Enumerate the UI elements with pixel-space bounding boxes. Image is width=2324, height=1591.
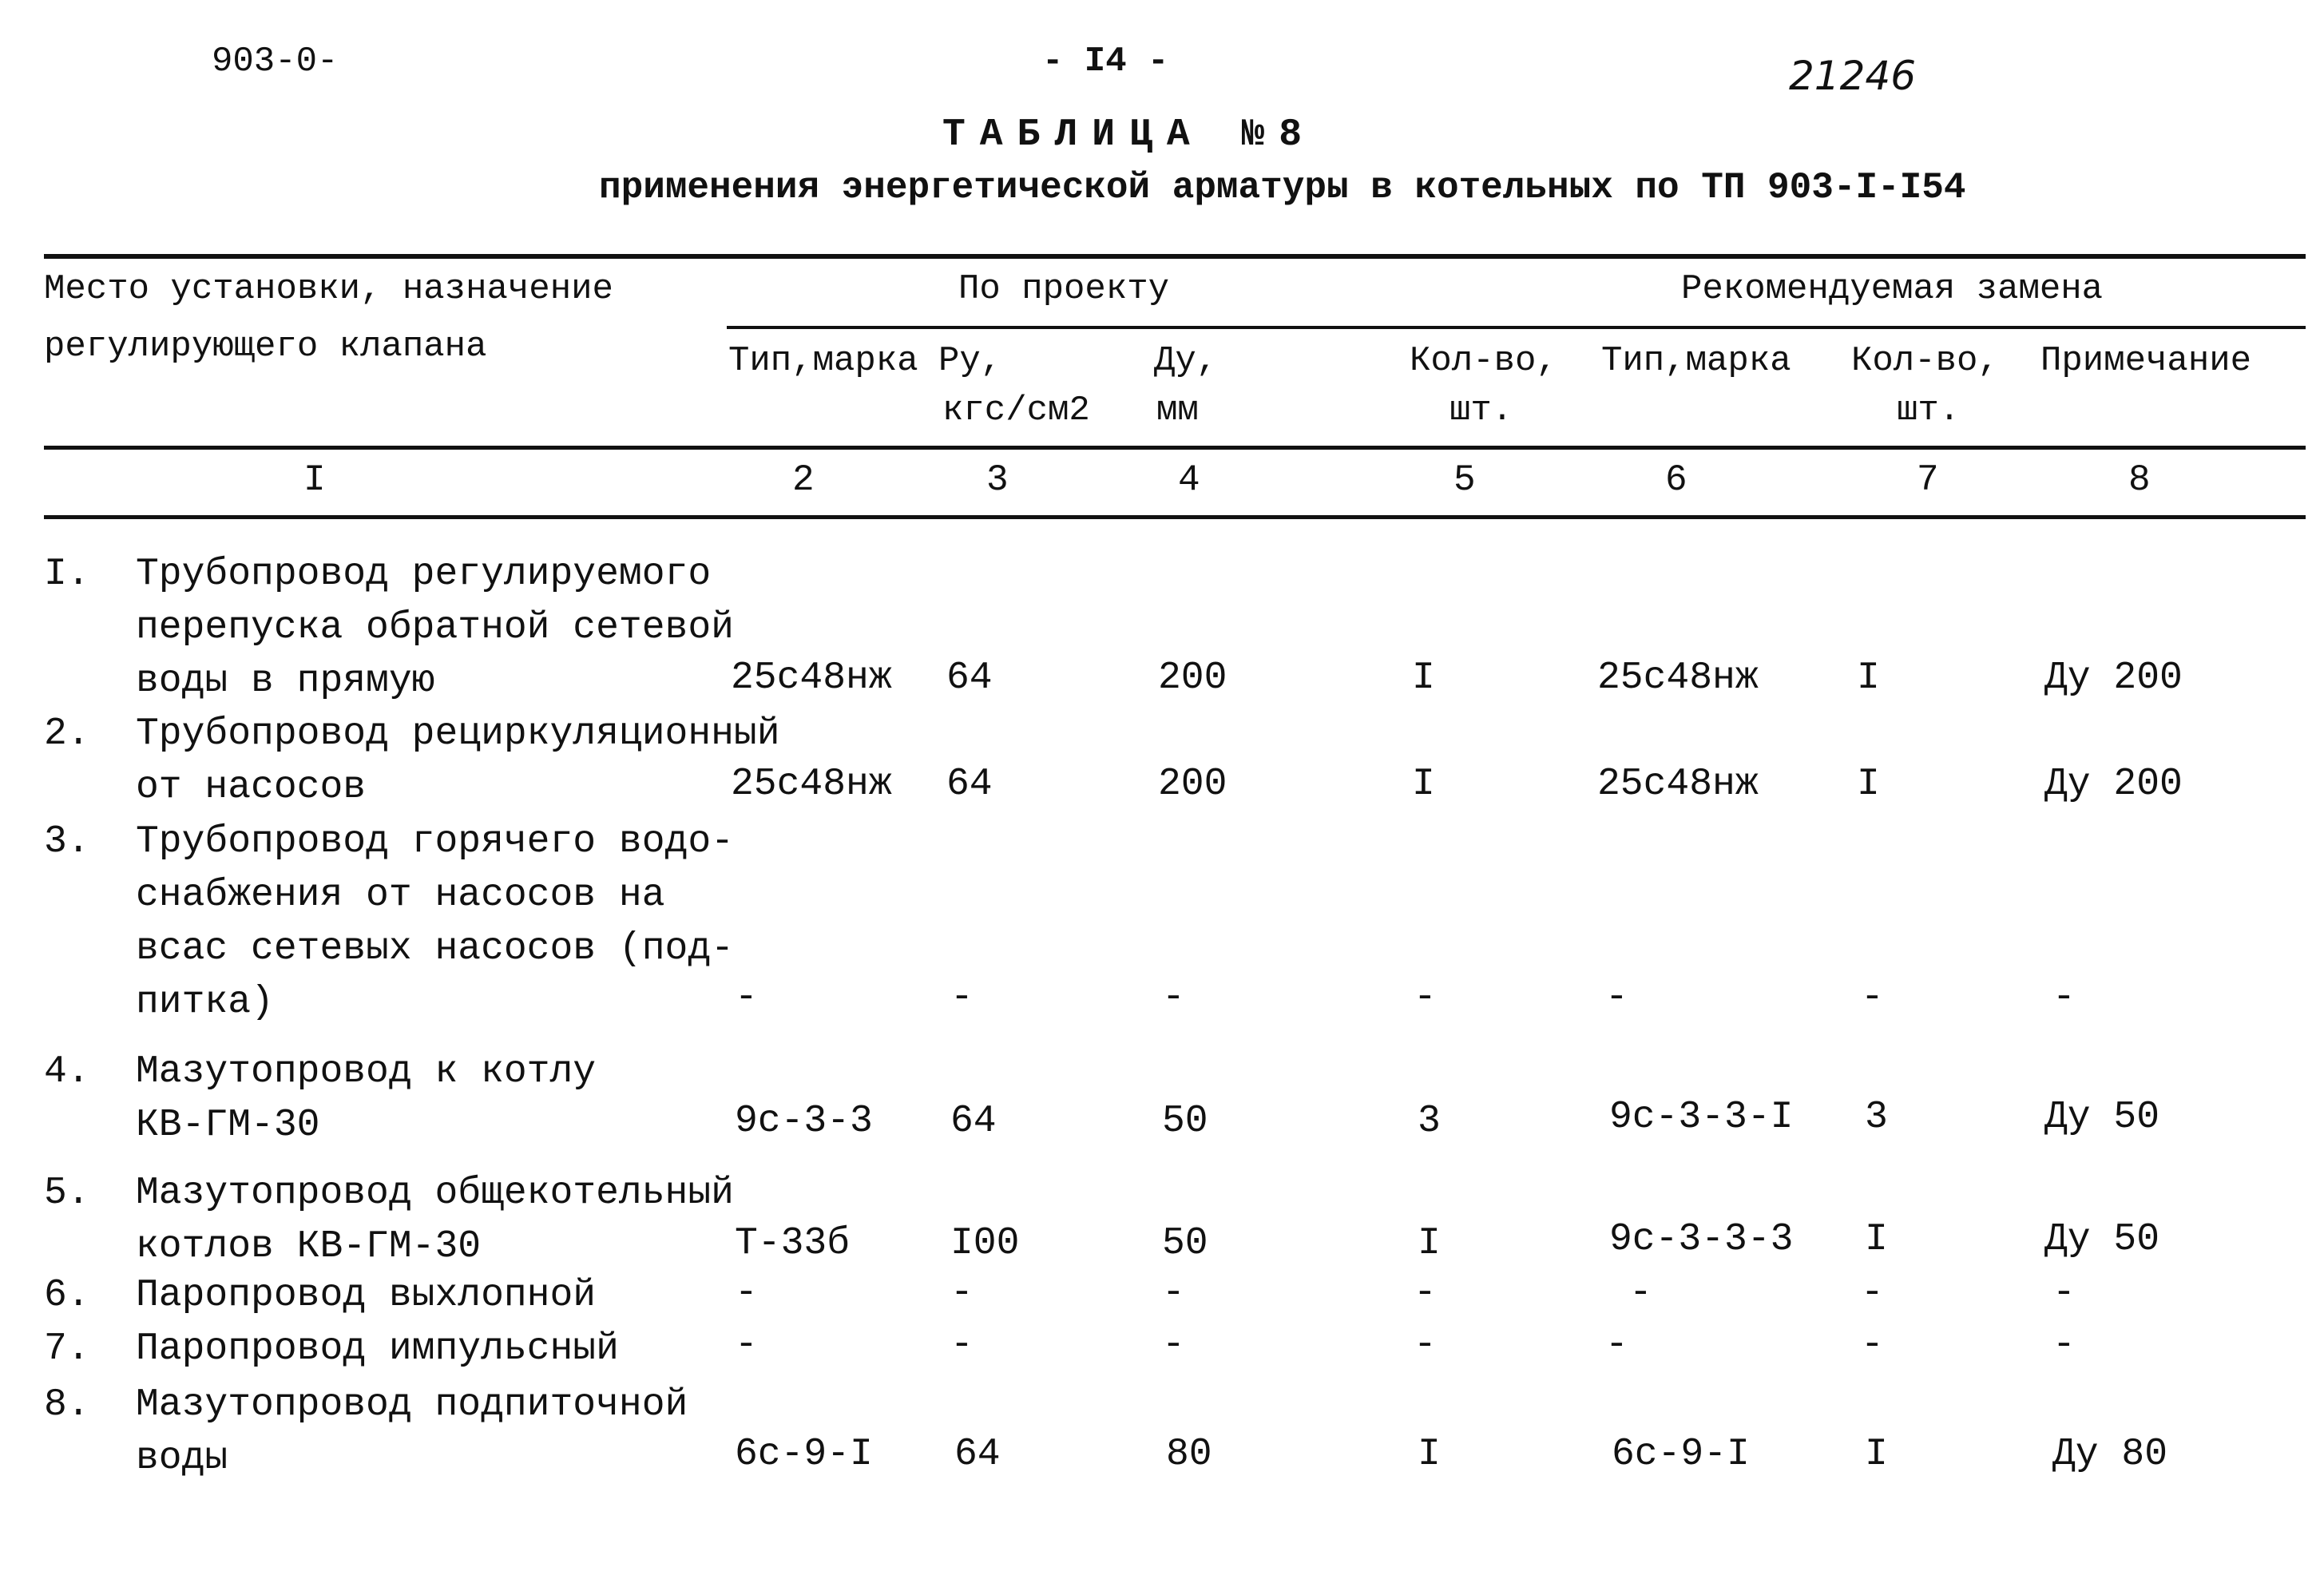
row-place: от насосов — [136, 766, 367, 809]
cell-diameter: 50 — [1162, 1222, 1208, 1265]
group-recommended: Рекомендуемая замена — [1681, 269, 2104, 309]
cell-qty: - — [1414, 1323, 1437, 1367]
cell-rec-type: 9с-3-3-3 — [1609, 1218, 1794, 1261]
row-place: воды в прямую — [136, 660, 435, 703]
cell-rec-type: 6с-9-I — [1612, 1433, 1750, 1476]
cell-diameter: - — [1162, 976, 1185, 1019]
row-place: Паропровод импульсный — [136, 1327, 619, 1371]
cell-qty: I — [1412, 763, 1435, 806]
col-number: I — [303, 459, 326, 501]
row-number: 4. — [44, 1050, 90, 1093]
cell-type: 9с-3-3 — [735, 1100, 873, 1143]
col-note: Примечание — [2040, 341, 2252, 381]
cell-pressure: - — [950, 1323, 974, 1367]
cell-pressure: 64 — [946, 657, 993, 700]
row-place: Паропровод выхлопной — [136, 1274, 597, 1317]
cell-qty: 3 — [1418, 1100, 1441, 1143]
cell-rec-type: 25с48нж — [1597, 657, 1759, 700]
row-number: 5. — [44, 1172, 90, 1215]
cell-rec-qty: - — [1861, 1272, 1884, 1315]
cell-rec-qty: I — [1865, 1433, 1888, 1476]
cell-type: Т-33б — [735, 1222, 851, 1265]
cell-qty: I — [1412, 657, 1435, 700]
col-number: 8 — [2128, 459, 2151, 501]
cell-diameter: 200 — [1158, 657, 1227, 700]
col-number: 7 — [1917, 459, 1939, 501]
row-number: 3. — [44, 820, 90, 863]
cell-rec-type: - — [1605, 1323, 1628, 1367]
cell-diameter: 50 — [1162, 1100, 1208, 1143]
number-rule — [44, 515, 2306, 519]
row-place: воды — [136, 1437, 228, 1480]
cell-qty: - — [1414, 976, 1437, 1019]
col-diameter: Ду, — [1154, 341, 1218, 381]
row-place: питка) — [136, 981, 274, 1024]
cell-rec-qty: I — [1857, 763, 1880, 806]
row-place: Трубопровод регулируемого — [136, 553, 712, 596]
cell-diameter: - — [1162, 1272, 1185, 1315]
col-pressure-unit: кгс/см2 — [942, 391, 1090, 430]
cell-note: - — [2052, 976, 2076, 1019]
cell-rec-type: 25с48нж — [1597, 763, 1759, 806]
row-number: 8. — [44, 1383, 90, 1426]
col-pressure: Ру, — [938, 341, 1002, 381]
row-place: всас сетевых насосов (под- — [136, 927, 734, 970]
cell-pressure: 64 — [954, 1433, 1001, 1476]
cell-note: Ду 200 — [2044, 763, 2183, 806]
cell-type: 6с-9-I — [735, 1433, 873, 1476]
page-number: - I4 - — [1042, 42, 1169, 81]
cell-rec-type: - — [1629, 1272, 1652, 1315]
col-number: 4 — [1178, 459, 1200, 501]
col-number: 6 — [1665, 459, 1687, 501]
row-place: котлов КВ-ГМ-30 — [136, 1225, 482, 1268]
cell-note: Ду 80 — [2052, 1433, 2168, 1476]
cell-qty: - — [1414, 1272, 1437, 1315]
cell-type: - — [735, 976, 758, 1019]
cell-rec-qty: I — [1865, 1218, 1888, 1261]
row-place: Трубопровод горячего водо- — [136, 820, 734, 863]
col-rec-qty-unit: шт. — [1897, 391, 1961, 430]
col-number: 5 — [1453, 459, 1476, 501]
col-qty: Кол-во, — [1410, 341, 1557, 381]
cell-diameter: 80 — [1166, 1433, 1212, 1476]
cell-rec-type: - — [1605, 976, 1628, 1019]
col-rec-type: Тип,марка — [1601, 341, 1791, 381]
cell-note: - — [2052, 1323, 2076, 1367]
cell-qty: I — [1418, 1222, 1441, 1265]
header-rule — [44, 446, 2306, 450]
table-title: ТАБЛИЦА №8 — [942, 113, 1317, 157]
cell-type: 25с48нж — [731, 763, 892, 806]
col-place-line2: регулирующего клапана — [44, 327, 487, 367]
cell-rec-qty: I — [1857, 657, 1880, 700]
table-subtitle: применения энергетической арматуры в котельных по ТП 903-I-I54 — [599, 167, 1966, 208]
cell-note: Ду 200 — [2044, 657, 2183, 700]
cell-rec-type: 9с-3-3-I — [1609, 1096, 1794, 1139]
cell-pressure: I00 — [950, 1222, 1020, 1265]
col-rec-qty: Кол-во, — [1851, 341, 1999, 381]
row-place: КВ-ГМ-30 — [136, 1104, 320, 1147]
row-place: перепуска обратной сетевой — [136, 606, 734, 649]
cell-note: Ду 50 — [2044, 1218, 2160, 1261]
row-place: Мазутопровод общекотельный — [136, 1172, 734, 1215]
group-rule — [727, 326, 2306, 329]
row-place: Трубопровод рециркуляционный — [136, 712, 780, 756]
col-diameter-unit: мм — [1156, 391, 1199, 430]
row-number: 7. — [44, 1327, 90, 1371]
cell-note: Ду 50 — [2044, 1096, 2160, 1139]
col-number: 3 — [986, 459, 1009, 501]
cell-type: - — [735, 1272, 758, 1315]
cell-rec-qty: 3 — [1865, 1096, 1888, 1139]
col-place: Место установки, назначение — [44, 269, 613, 309]
row-number: I. — [44, 553, 90, 596]
row-number: 6. — [44, 1274, 90, 1317]
cell-qty: I — [1418, 1433, 1441, 1476]
col-type: Тип,марка — [728, 341, 918, 381]
cell-rec-qty: - — [1861, 1323, 1884, 1367]
row-place: Мазутопровод подпиточной — [136, 1383, 688, 1426]
cell-type: 25с48нж — [731, 657, 892, 700]
doc-code: 903-0- — [212, 42, 339, 81]
row-place: Мазутопровод к котлу — [136, 1050, 597, 1093]
doc-number: 21246 — [1789, 53, 1917, 99]
cell-type: - — [735, 1323, 758, 1367]
cell-pressure: 64 — [950, 1100, 997, 1143]
cell-diameter: 200 — [1158, 763, 1227, 806]
cell-pressure: - — [950, 1272, 974, 1315]
col-qty-unit: шт. — [1450, 391, 1513, 430]
cell-pressure: - — [950, 976, 974, 1019]
top-rule — [44, 254, 2306, 259]
cell-rec-qty: - — [1861, 976, 1884, 1019]
row-place: снабжения от насосов на — [136, 874, 665, 917]
cell-pressure: 64 — [946, 763, 993, 806]
group-by-project: По проекту — [958, 269, 1170, 309]
col-number: 2 — [792, 459, 815, 501]
cell-diameter: - — [1162, 1323, 1185, 1367]
row-number: 2. — [44, 712, 90, 756]
cell-note: - — [2052, 1272, 2076, 1315]
